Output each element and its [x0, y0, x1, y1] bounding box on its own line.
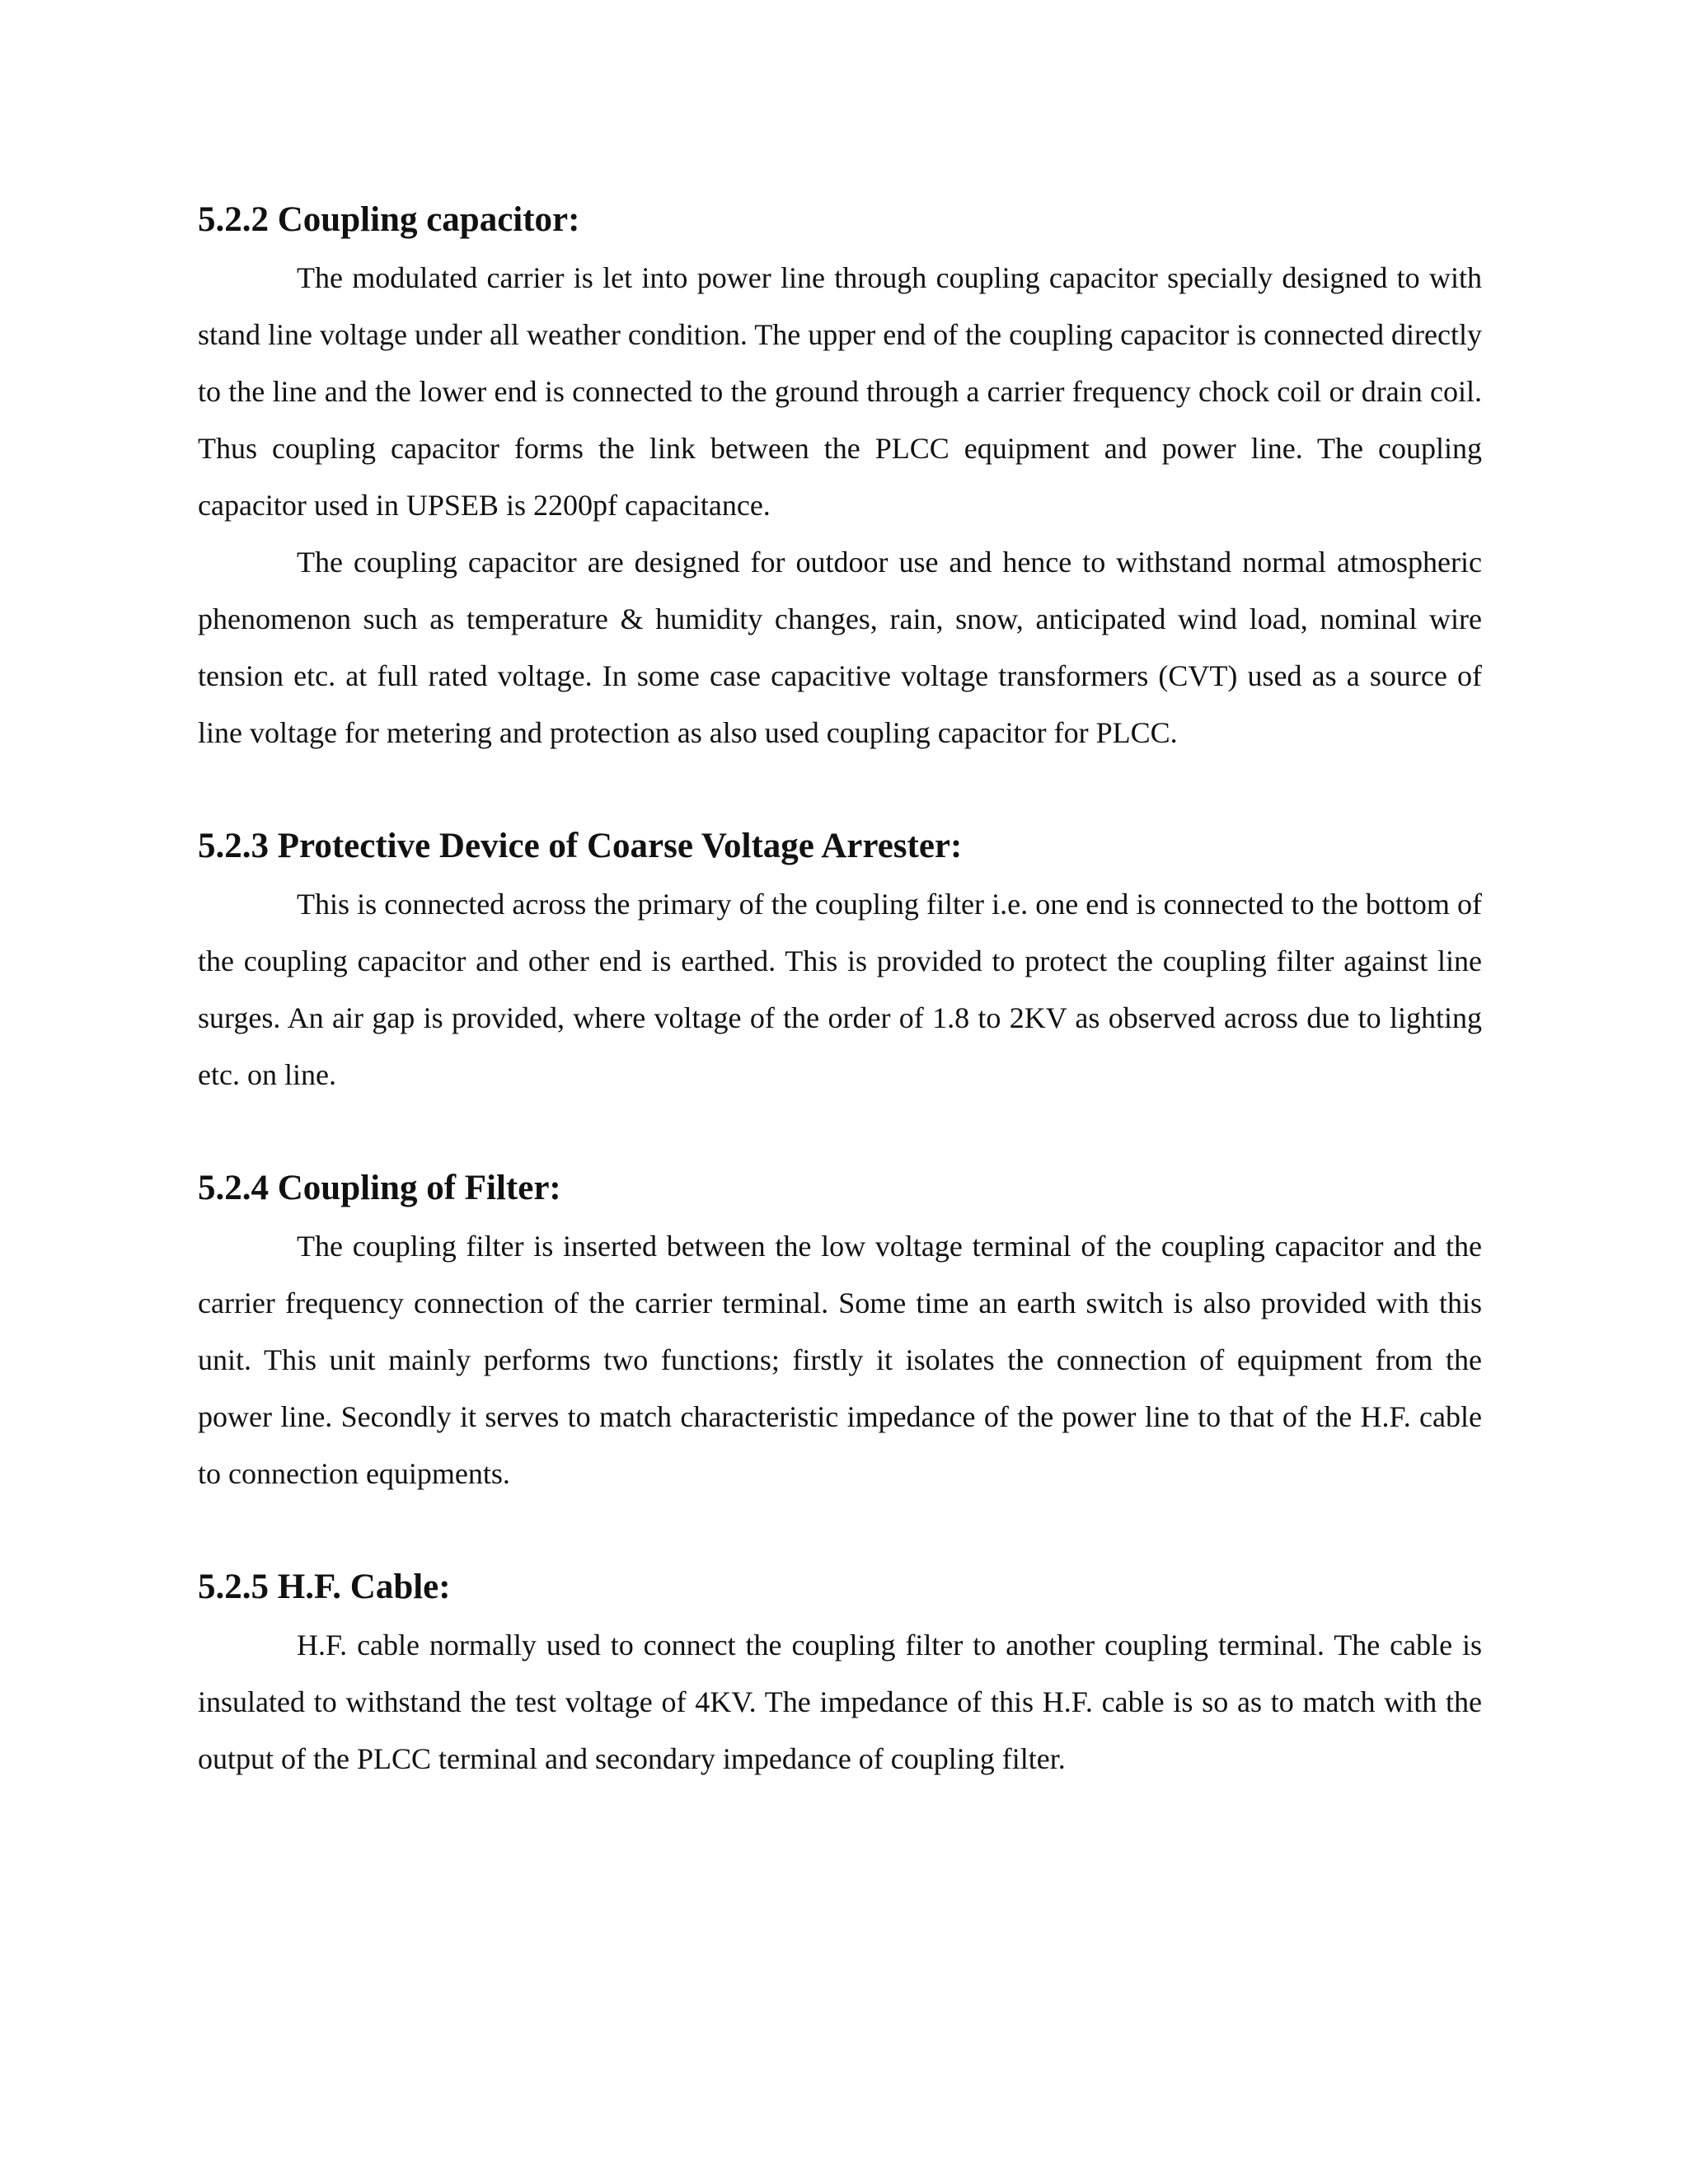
paragraph: The modulated carrier is let into power line through coupling capacitor specially designed to with stand line voltage under all weather condition. The upper end of the coupling capacitor is connected directly to the line and the lower end is connected to the ground through a carrier frequency chock coil or drain coil. Thus coupling capacitor forms the link between the PLCC equipment and power line. The coupling capacitor used in UPSEB is 2200pf capacitance.: [198, 261, 1482, 522]
section-coupling-filter: [198, 1160, 1482, 1502]
section-heading: 5.2.2 Coupling capacitor:: [198, 200, 580, 239]
paragraph: This is connected across the primary of the coupling filter i.e. one end is connected to the bottom of the coupling capacitor and other end is earthed. This is provided to protect the coupling filter against line surges. An air gap is provided, where voltage of the order of 1.8 to 2KV as observed across due to lighting etc. on line.: [198, 888, 1482, 1091]
paragraph: The coupling filter is inserted between the low voltage terminal of the coupling capacitor and the carrier frequency connection of the carrier terminal. Some time an earth switch is also provided with this unit. This unit mainly performs two functions; firstly it isolates the connection of equipment from the power line. Secondly it serves to match characteristic impedance of the power line to that of the H.F. cable to connection equipments.: [198, 1230, 1482, 1490]
section-heading: 5.2.5 H.F. Cable:: [198, 1568, 451, 1606]
paragraph: H.F. cable normally used to connect the coupling filter to another coupling terminal. The cable is insulated to withstand the test voltage of 4KV. The impedance of this H.F. cable is so as to match with the output of the PLCC terminal and secondary impedance of coupling filter.: [198, 1629, 1482, 1775]
section-heading: 5.2.3 Protective Device of Coarse Voltage Arrester:: [198, 827, 963, 865]
document-page: [198, 192, 1482, 1788]
section-heading: 5.2.4 Coupling of Filter:: [198, 1169, 561, 1207]
section-protective-device: [198, 818, 1482, 1104]
section-coupling-capacitor: [198, 192, 1482, 762]
paragraph: The coupling capacitor are designed for outdoor use and hence to withstand normal atmospheric phenomenon such as temperature & humidity changes, rain, snow, anticipated wind load, nominal wire tension etc. at full rated voltage. In some case capacitive voltage transformers (CVT) used as a source of line voltage for metering and protection as also used coupling capacitor for PLCC.: [198, 546, 1482, 749]
section-hf-cable: [198, 1559, 1482, 1788]
